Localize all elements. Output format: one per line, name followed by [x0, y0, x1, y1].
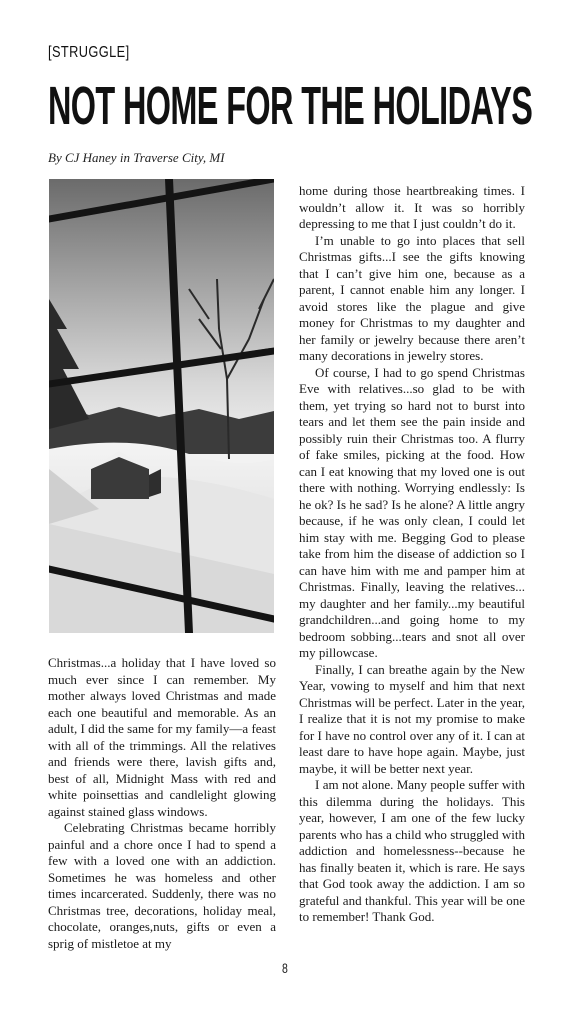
paragraph: Celebrating Christmas became horribly painful and a chore once I had to spend a few with a loved one with an addiction. Sometimes he was homeless and other times incarcerated. Suddenly, there was no Christmas tree, decorations, holiday meal, chocolate, oranges,nuts, gifts or even a sprig of mistletoe at my [48, 820, 276, 951]
byline: By CJ Haney in Traverse City, MI [48, 150, 225, 165]
paragraph: home during those heartbreaking times. I wouldn’t allow it. It was so horribly depressing to me that I just couldn’t do it. [299, 183, 525, 231]
paragraph: I’m unable to go into places that sell Christmas gifts...I see the gifts knowing that I can’t give him one, because as a parent, I cannot enable him any longer. I avoid stores like the plague and give money for Christmas to my daughter and her family or jewelry because there aren’t many decorations in jewelry stores. [299, 232, 525, 363]
window-photo [49, 179, 274, 633]
article-title: NOT HOME FOR THE HOLIDAYS [48, 76, 533, 136]
window-winter-scene-icon [49, 179, 274, 633]
paragraph: Finally, I can breathe again by the New Year, vowing to myself and him that next Christmas will be perfect. Later in the year, I realize that it is not my promise to make for I have no control over any of it. I can at least dare to have hope again. Maybe, just maybe, it will be better next year. [299, 661, 525, 776]
paragraph: I am not alone. Many people suffer with this dilemma during the holidays. This year, however, I am one of the few lucky parents who has a child who struggled with addiction and homelessness--because he has finally beaten it, which is rare. He says that God took away the addiction. I am so grateful and thankful. This year will be one to remember! Thank God. [299, 777, 525, 924]
paragraph: Of course, I had to go spend Christmas Eve with relatives...so glad to be with them, yet trying so hard not to burst into tears and let them see the pain inside and possibly ruin their Christmas too. A flurry of fake smiles, picking at the food. How can I eat knowing that my loved one is out there with nothing. Worrying endlessly: Is he ok? Is he sad? Is he alone? A little angry because, if he was only clean, I could let him stay with me. Begging God to please take from him the disease of addiction so I can have him with me and pamper him at Christmas. Finally, leaving the relatives... my daughter and her family...my beautiful grandchildren...and going home to my bedroom sobbing...tears and snot all over my pillowcase. [299, 364, 525, 660]
paragraph: Christmas...a holiday that I have loved so much ever since I can remember. My mother always loved Christmas and made each one beautiful and memorable. As an adult, I did the same for my family—a feast with all of the trimmings. All the relatives and friends were there, lavish gifts and, best of all, Midnight Mass with red and white poinsettias and candlelight glowing against stained glass windows. [48, 655, 276, 819]
section-label: [STRUGGLE] [48, 44, 130, 61]
article-body-left [48, 655, 276, 952]
page-number: 8 [282, 960, 288, 976]
article-body-right [299, 183, 525, 926]
